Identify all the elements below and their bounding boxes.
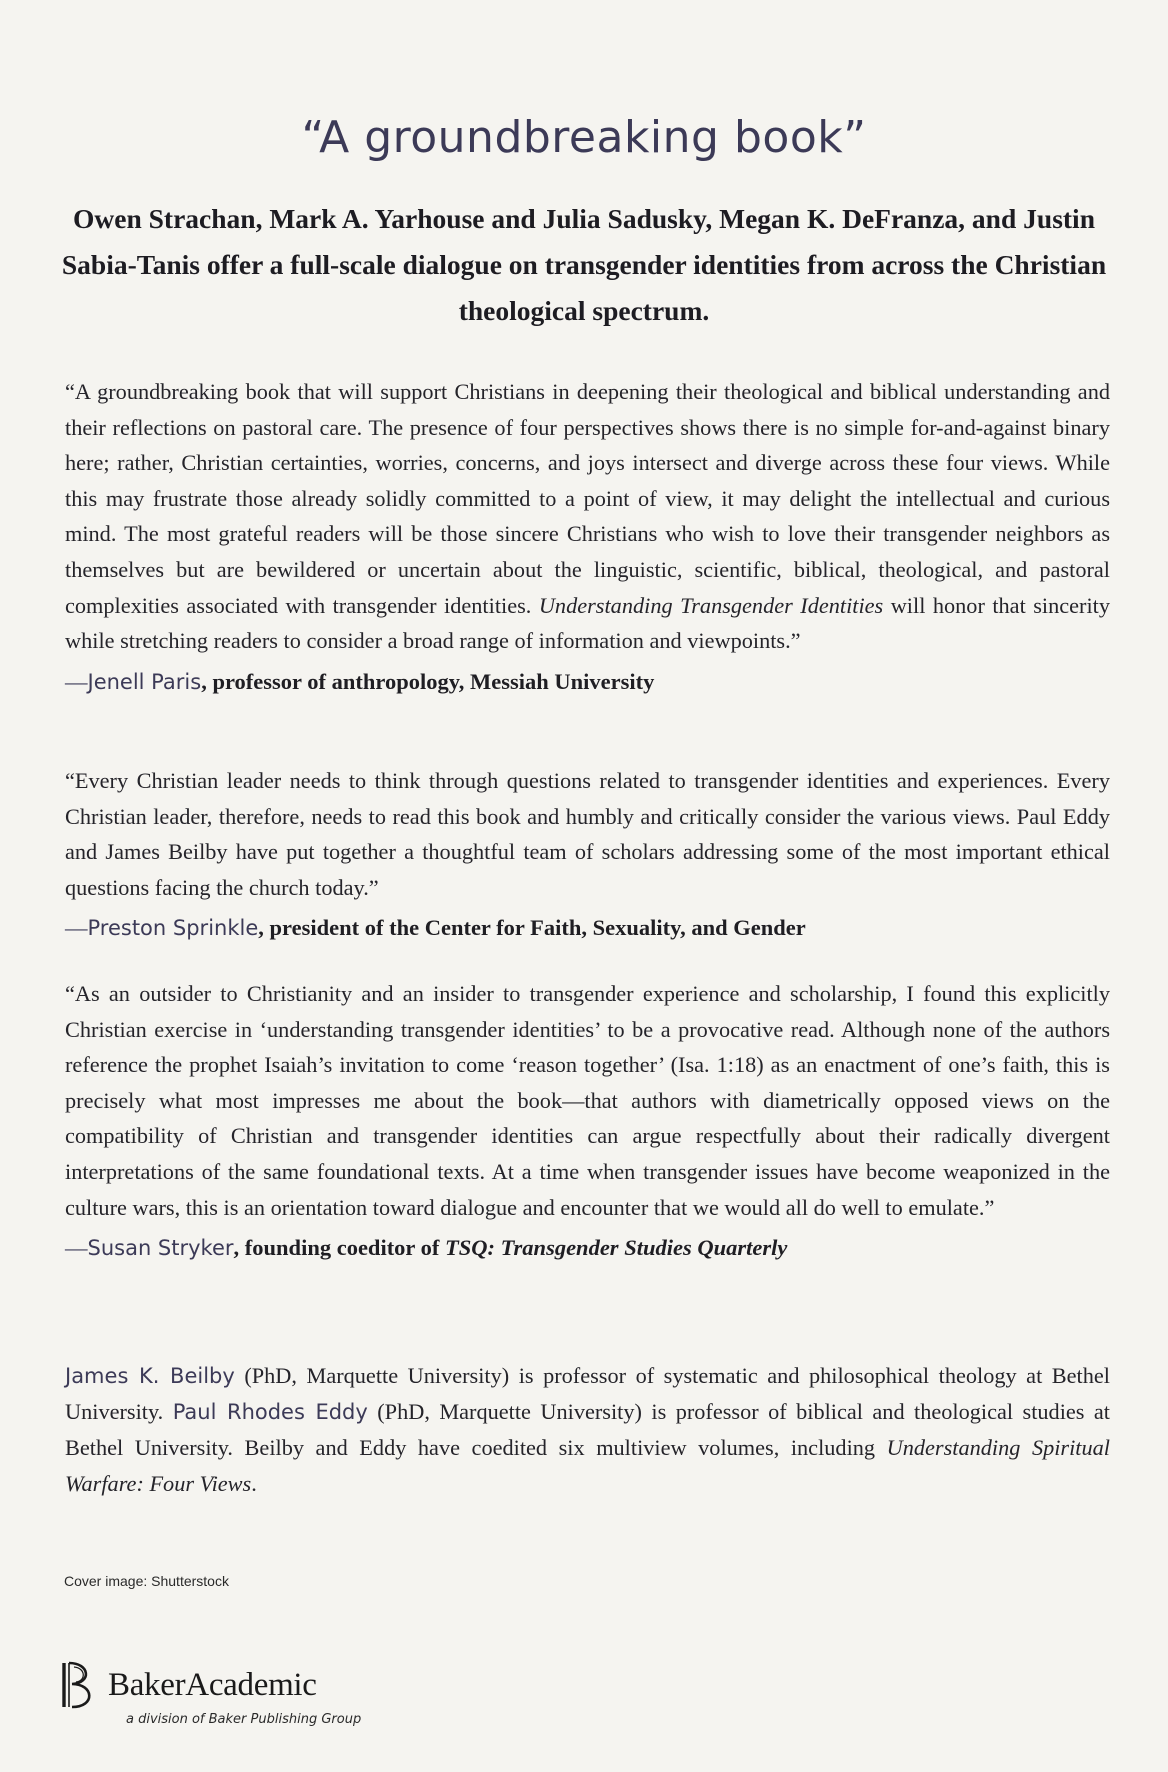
endorsement-text <box>65 374 1110 659</box>
author-name: Paul Rhodes Eddy <box>172 1400 368 1424</box>
book-title-italic: Understanding Transgender Identities <box>538 592 884 618</box>
endorsement-attribution <box>65 1231 1110 1265</box>
bio-text: (PhD, Marquette University) is professor of systematic and philosophical theology at Bethel University. <box>65 1363 1110 1424</box>
attribution-dash: — <box>65 1235 88 1261</box>
cover-image-credit: Cover image: Shutterstock <box>64 1573 229 1589</box>
author-bio <box>65 1358 1110 1502</box>
endorsement-text-part: will honor that sincerity while stretching readers to consider a broad range of information and viewpoints.” <box>65 592 1111 654</box>
headline: “A groundbreaking book” <box>301 112 867 163</box>
endorsement-3 <box>65 976 1110 1265</box>
endorser-description: , president of the Center for Faith, Sexuality, and Gender <box>258 915 806 941</box>
author-name: James K. Beilby <box>65 1364 235 1388</box>
endorser-description: , professor of anthropology, Messiah University <box>201 668 655 694</box>
endorsement-2 <box>65 763 1110 945</box>
bio-text: (PhD, Marquette University) is professor of biblical and theological studies at Bethel University. Beilby and Eddy have coedited six multiview volumes, including <box>65 1399 1110 1460</box>
publisher-logo <box>60 1655 420 1735</box>
journal-title-italic: TSQ: Transgender Studies Quarterly <box>445 1235 788 1261</box>
endorsement-attribution <box>65 665 1110 699</box>
attribution-dash: — <box>65 668 88 694</box>
attribution-dash: — <box>65 915 88 941</box>
endorsement-1 <box>65 374 1110 699</box>
endorsement-text: “As an outsider to Christianity and an insider to transgender experience and scholarship, I found this explicitly Christian exercise in ‘understanding transgender identities’ to be a provocative read. Although none of the authors reference the prophet Isaiah’s invitation to come ‘reason together’ (Isa. 1:18) as an enactment of one’s faith, this is precisely what most impresses me about the book—that authors with diametrically opposed views on the compatibility of Christian and transgender identities can argue respectfully about their radically divergent interpretations of the same foundational texts. At a time when transgender issues have become weaponized in the culture wars, this is an orientation toward dialogue and encounter that we would all do well to emulate.” <box>65 981 1110 1220</box>
subhead-summary: Owen Strachan, Mark A. Yarhouse and Julia Sadusky, Megan K. DeFranza, and Justin Sabia-Tanis offer a full-scale dialogue on transgender identities from across the Christian theological spectrum. <box>61 203 1107 326</box>
endorsement-attribution <box>65 911 1110 945</box>
publisher-tagline: a division of Baker Publishing Group <box>126 1712 362 1727</box>
publisher-name: BakerAcademic <box>108 1667 317 1703</box>
endorser-description: , founding coeditor of <box>233 1235 446 1261</box>
endorsement-text-part: “A groundbreaking book that will support Christians in deepening their theological and biblical understanding and their reflections on pastoral care. The presence of four perspectives shows there is no simple for-and-against binary here; rather, Christian certainties, worries, concerns, and joys intersect and diverge across these four views. While this may frustrate those already solidly committed to a point of view, it may delight the intellectual and curious mind. The most grateful readers will be those sincere Christians who wish to love their transgender neighbors as themselves but are bewildered or uncertain about the linguistic, scientific, biblical, theological, and pastoral complexities associated with transgender identities. <box>65 379 1110 618</box>
book-title-italic: Understanding Spiritual Warfare: Four Views <box>65 1435 1110 1496</box>
bio-text: . <box>251 1471 257 1496</box>
endorser-name: Preston Sprinkle <box>87 916 259 941</box>
endorser-name: Jenell Paris <box>87 669 202 694</box>
endorsement-text: “Every Christian leader needs to think through questions related to transgender identities and experiences. Every Christian leader, therefore, needs to read this book and humbly and critically consider the various views. Paul Eddy and James Beilby have put together a thoughtful team of scholars addressing some of the most important ethical questions facing the church today.” <box>65 768 1110 900</box>
endorser-name: Susan Stryker <box>87 1236 234 1261</box>
baker-b-logo-icon <box>60 1659 104 1711</box>
